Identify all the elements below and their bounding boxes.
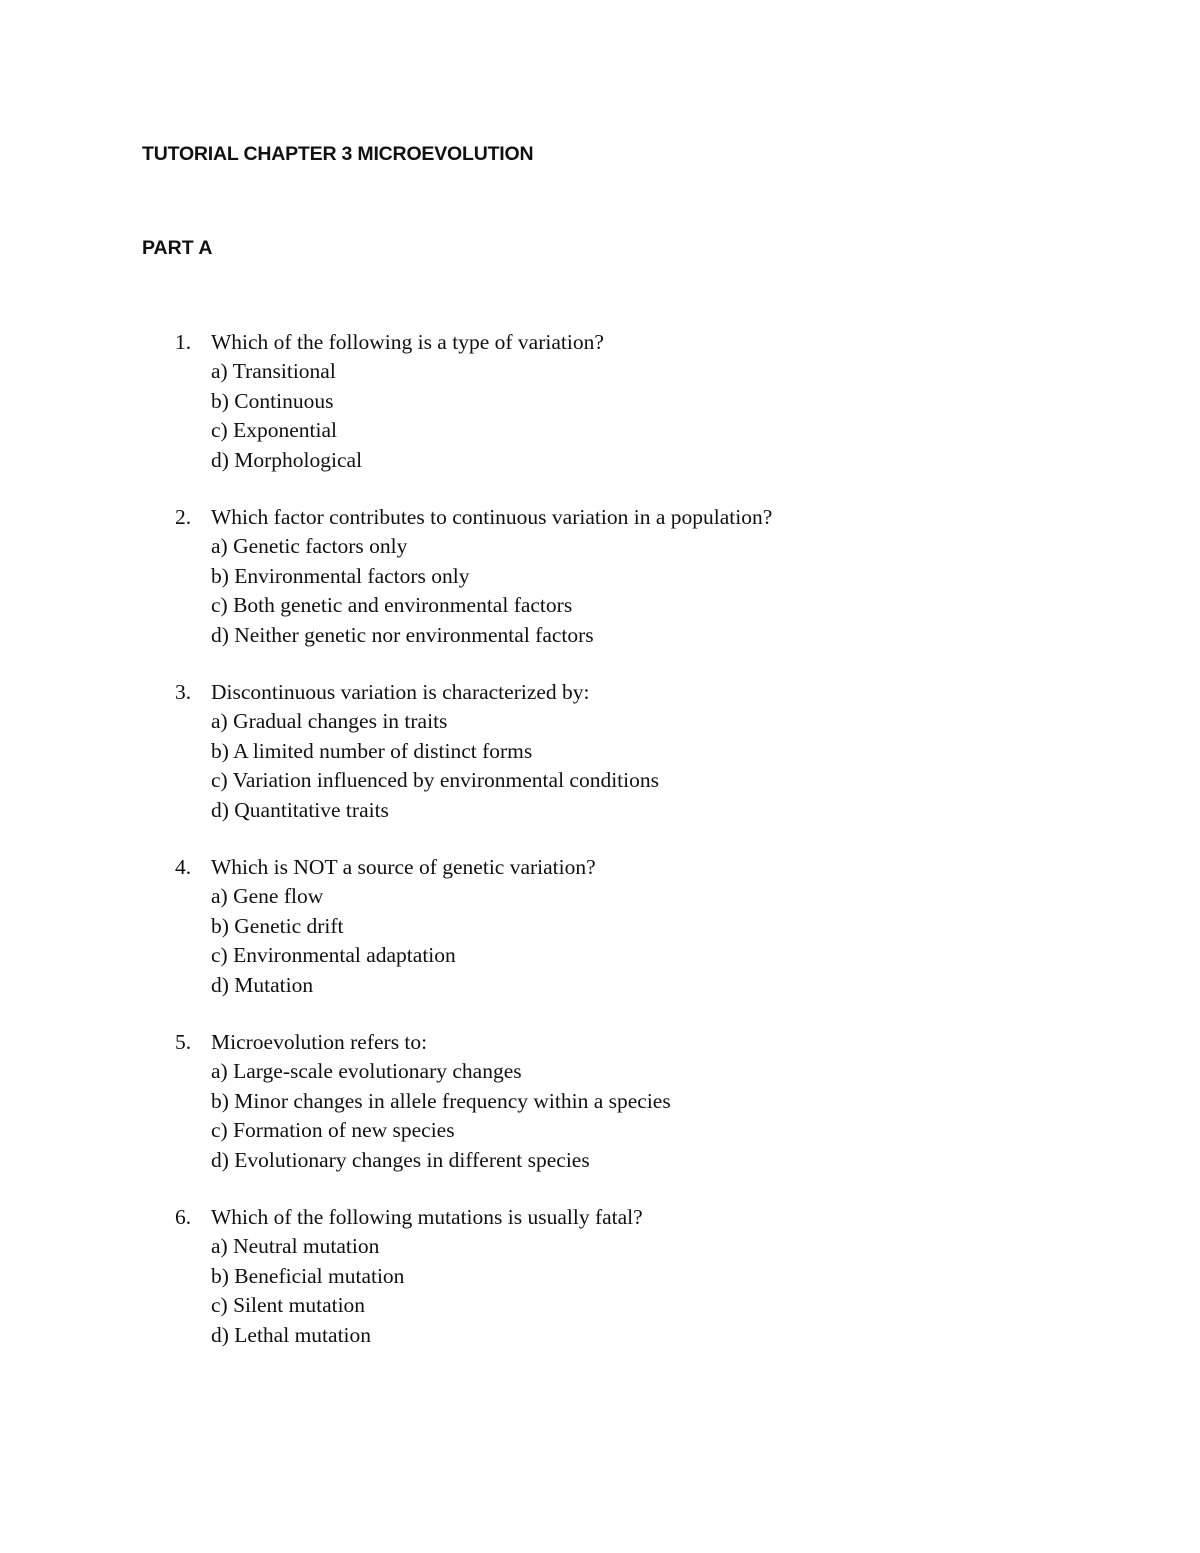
- option-c: c) Silent mutation: [211, 1293, 366, 1318]
- option-d: d) Neither genetic nor environmental factors: [211, 622, 594, 647]
- option-b: b) Genetic drift: [211, 913, 344, 938]
- question-text: Discontinuous variation is characterized by:: [211, 680, 590, 704]
- option-d: d) Quantitative traits: [211, 797, 389, 822]
- question-number: 2.: [175, 505, 192, 529]
- option-a: a) Large-scale evolutionary changes: [211, 1059, 522, 1084]
- question-text: Which of the following is a type of variation?: [211, 330, 604, 354]
- option-c: c) Formation of new species: [211, 1118, 455, 1143]
- option-d: d) Lethal mutation: [211, 1322, 372, 1347]
- option-b: b) Beneficial mutation: [211, 1263, 405, 1288]
- option-a: a) Neutral mutation: [211, 1234, 380, 1259]
- option-d: d) Evolutionary changes in different species: [211, 1147, 590, 1172]
- option-b: b) Minor changes in allele frequency within a species: [211, 1088, 671, 1113]
- question-number: 4.: [175, 855, 192, 879]
- option-b: b) Environmental factors only: [211, 563, 470, 588]
- option-d: d) Mutation: [211, 972, 314, 997]
- question-text: Which is NOT a source of genetic variation?: [211, 855, 596, 879]
- part-heading: PART A: [142, 237, 213, 259]
- option-a: a) Gene flow: [211, 884, 324, 909]
- option-a: a) Gradual changes in traits: [211, 709, 448, 734]
- option-c: c) Exponential: [211, 418, 337, 443]
- option-c: c) Variation influenced by environmental conditions: [211, 768, 659, 793]
- question-number: 6.: [175, 1205, 192, 1229]
- question-number: 3.: [175, 680, 192, 704]
- option-a: a) Transitional: [211, 359, 336, 384]
- option-c: c) Both genetic and environmental factors: [211, 593, 573, 618]
- option-c: c) Environmental adaptation: [211, 943, 456, 968]
- option-d: d) Morphological: [211, 447, 363, 472]
- option-a: a) Genetic factors only: [211, 534, 408, 559]
- question-text: Which of the following mutations is usually fatal?: [211, 1205, 643, 1229]
- question-number: 1.: [175, 330, 192, 354]
- option-b: b) A limited number of distinct forms: [211, 738, 533, 763]
- question-text: Microevolution refers to:: [211, 1030, 428, 1054]
- question-number: 5.: [175, 1030, 192, 1054]
- question-text: Which factor contributes to continuous variation in a population?: [211, 505, 773, 529]
- option-b: b) Continuous: [211, 388, 334, 413]
- document-title: TUTORIAL CHAPTER 3 MICROEVOLUTION: [142, 143, 534, 165]
